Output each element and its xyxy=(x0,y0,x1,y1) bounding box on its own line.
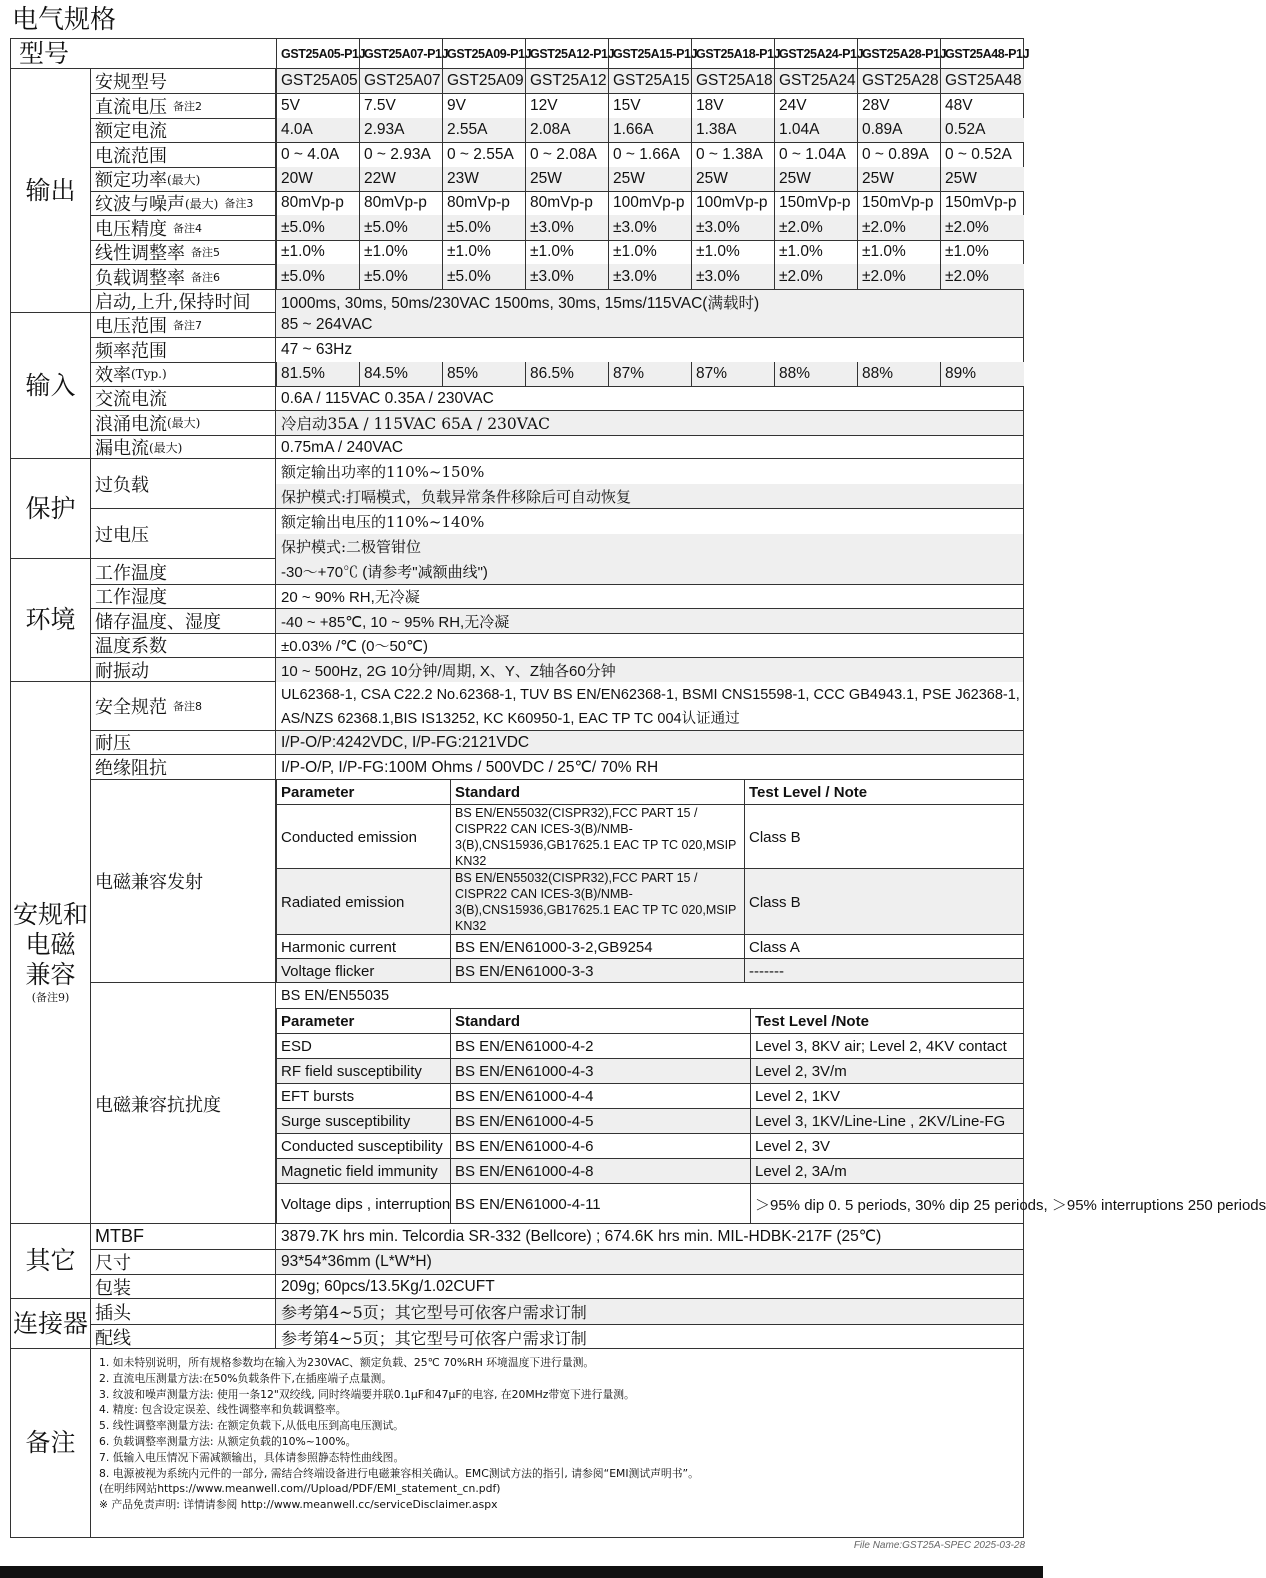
output-row-value: ±2.0% xyxy=(857,215,940,240)
output-row-label: 直流电压 备注2 xyxy=(90,93,276,118)
model-name: GST25A12-P1J xyxy=(525,39,608,69)
environment-row-label: 工作湿度 xyxy=(90,584,276,608)
safety-emc-section xyxy=(10,682,1266,1224)
emc-row xyxy=(277,804,1023,869)
environment-row-value: 10 ~ 500Hz, 2G 10分钟/周期, X、Y、Z轴各60分钟 xyxy=(276,658,1023,682)
emc-parameter: Harmonic current xyxy=(281,938,397,956)
input-row-value: 冷启动35A / 115VAC 65A / 230VAC xyxy=(276,411,1023,435)
output-row-value: ±2.0% xyxy=(940,215,1024,240)
environment-section xyxy=(10,559,1024,682)
emc-standard: BS EN/EN61000-3-3 xyxy=(450,959,744,983)
output-row-value: 150mVp-p xyxy=(774,191,857,215)
emc-parameter: RF field susceptibility xyxy=(281,1063,422,1080)
output-row-value: 5V xyxy=(276,93,359,118)
protection-category: 保护 xyxy=(11,459,91,558)
efficiency-value: 84.5% xyxy=(359,362,442,386)
emc-emission-label: 电磁兼容发射 xyxy=(90,780,276,982)
environment-row-label: 温度系数 xyxy=(90,633,276,657)
efficiency-value: 89% xyxy=(940,362,1024,386)
input-row-label: 浪涌电流 (最大) xyxy=(90,410,276,435)
plug-value: 参考第4~5页；其它型号可依客户需求订制 xyxy=(276,1299,1023,1324)
emc-parameter: Conducted emission xyxy=(281,828,417,846)
emc-header-cell: Parameter xyxy=(281,783,355,801)
emc-header-cell: Standard xyxy=(450,1009,750,1033)
emc-row xyxy=(277,958,1023,983)
output-row-value: 0 ~ 4.0A xyxy=(276,142,359,167)
output-row-value: 1.38A xyxy=(691,118,774,142)
output-row-value: 28V xyxy=(857,93,940,118)
output-row-label: 纹波与噪声 (最大) 备注3 xyxy=(90,191,276,215)
mtbf-label: MTBF xyxy=(90,1224,276,1249)
output-row-value: 0 ~ 0.52A xyxy=(940,142,1024,167)
packing-label: 包装 xyxy=(90,1274,276,1299)
input-row-label: 电压范围 备注7 xyxy=(90,313,276,337)
output-row-value: ±3.0% xyxy=(691,264,774,289)
model-name: GST25A48-P1J xyxy=(940,39,1024,69)
output-row-value: 150mVp-p xyxy=(857,191,940,215)
page-title: 电气规格 xyxy=(12,5,117,35)
output-row-value: 2.55A xyxy=(442,118,525,142)
startup-value: 1000ms, 30ms, 50ms/230VAC 1500ms, 30ms, 15ms/115VAC(满载时) xyxy=(276,290,1023,313)
isolation-label: 绝缘阻抗 xyxy=(90,754,276,779)
emc-parameter: Voltage flicker xyxy=(281,962,375,980)
emc-level: Class B xyxy=(744,869,1023,935)
output-row-value: ±3.0% xyxy=(608,264,691,289)
emc-row xyxy=(277,1083,1023,1109)
emc-parameter: Voltage dips , interruption xyxy=(281,1195,451,1213)
emc-header-cell: Test Level / Note xyxy=(744,780,1023,804)
output-row-value: ±5.0% xyxy=(359,264,442,289)
emc-immunity-top: BS EN/EN55035 xyxy=(281,988,390,1004)
input-row-label: 交流电流 xyxy=(90,386,276,410)
output-row-value: 100mVp-p xyxy=(608,191,691,215)
output-row-value: 18V xyxy=(691,93,774,118)
emc-header-cell: Test Level /Note xyxy=(750,1009,1023,1033)
output-row-value: ±5.0% xyxy=(276,215,359,240)
output-row-label: 电流范围 xyxy=(90,142,276,167)
model-label: 型号 xyxy=(19,38,70,68)
emc-parameter: Radiated emission xyxy=(281,893,405,911)
output-row-value: 1.04A xyxy=(774,118,857,142)
output-row-value: 80mVp-p xyxy=(276,191,359,215)
overload-label: 过负载 xyxy=(90,459,276,509)
output-row-value: 2.08A xyxy=(525,118,608,142)
emc-row xyxy=(277,1108,1023,1134)
output-row-value: 0 ~ 2.08A xyxy=(525,142,608,167)
environment-category: 环境 xyxy=(11,559,91,681)
emc-row xyxy=(277,1158,1023,1184)
output-row-value: 1.66A xyxy=(608,118,691,142)
emc-standard: BS EN/EN61000-4-8 xyxy=(450,1159,750,1184)
output-row-value: GST25A09 xyxy=(442,69,525,93)
output-row-value: 0 ~ 1.04A xyxy=(774,142,857,167)
emc-level: Level 3, 8KV air; Level 2, 4KV contact xyxy=(750,1034,1023,1059)
model-name: GST25A28-P1J xyxy=(857,39,940,69)
output-row-value: 20W xyxy=(276,167,359,191)
output-row-value: ±1.0% xyxy=(276,240,359,264)
output-row-value: 0 ~ 0.89A xyxy=(857,142,940,167)
output-row-value: ±5.0% xyxy=(276,264,359,289)
connector-section xyxy=(10,1299,1024,1349)
environment-row-label: 耐振动 xyxy=(90,657,276,682)
output-row-value: ±1.0% xyxy=(525,240,608,264)
output-row-value: 80mVp-p xyxy=(442,191,525,215)
wire-value: 参考第4~5页；其它型号可依客户需求订制 xyxy=(281,1328,587,1348)
overload-line2: 保护模式:打嗝模式，负载异常条件移除后可自动恢复 xyxy=(276,484,1023,509)
input-row-label: 漏电流 (最大) xyxy=(90,435,276,459)
model-name: GST25A15-P1J xyxy=(608,39,691,69)
note-line: 2. 直流电压测量方法:在50%负载条件下,在插座端子点量测。 xyxy=(99,1371,393,1385)
emc-level: Level 2, 3V/m xyxy=(750,1059,1023,1084)
efficiency-value: 87% xyxy=(608,362,691,386)
emc-parameter: Surge susceptibility xyxy=(281,1113,411,1130)
output-row-value: 100mVp-p xyxy=(691,191,774,215)
output-row-value: 80mVp-p xyxy=(359,191,442,215)
output-row-value: 0 ~ 2.93A xyxy=(359,142,442,167)
output-row-value: 12V xyxy=(525,93,608,118)
output-row-value: 4.0A xyxy=(276,118,359,142)
efficiency-value: 86.5% xyxy=(525,362,608,386)
output-row-value: 48V xyxy=(940,93,1024,118)
model-name: GST25A09-P1J xyxy=(442,39,525,69)
efficiency-value: 88% xyxy=(774,362,857,386)
safety-standard-line1: UL62368-1, CSA C22.2 No.62368-1, TUV BS EN/EN62368-1, BSMI CNS15598-1, CCC GB4943.1, PSE J62368-1, xyxy=(281,687,1020,703)
output-row-value: GST25A07 xyxy=(359,69,442,93)
emc-header-cell: Standard xyxy=(450,780,744,804)
output-row-value: 15V xyxy=(608,93,691,118)
emc-immunity-label: 电磁兼容抗扰度 xyxy=(90,983,276,1224)
note-line: (在明纬网站https://www.meanwell.com//Upload/PDF/EMI_statement_cn.pdf) xyxy=(99,1482,501,1496)
output-row-value: ±5.0% xyxy=(442,264,525,289)
model-header-row xyxy=(10,38,1030,69)
emc-row xyxy=(277,868,1023,935)
output-row-value: ±3.0% xyxy=(608,215,691,240)
output-row-value: ±2.0% xyxy=(940,264,1024,289)
model-name: GST25A05-P1J xyxy=(276,39,359,69)
output-row-value: ±1.0% xyxy=(774,240,857,264)
output-section xyxy=(10,69,1024,313)
output-row-label: 额定功率 (最大) xyxy=(90,167,276,191)
output-row-value: ±1.0% xyxy=(442,240,525,264)
emc-level: Level 2, 1KV xyxy=(750,1084,1023,1109)
note-line: ※ 产品免责声明: 详情请参阅 http://www.meanwell.cc/serviceDisclaimer.aspx xyxy=(99,1498,498,1512)
withstand-value: I/P-O/P:4242VDC, I/P-FG:2121VDC xyxy=(276,731,1023,754)
output-row-value: ±3.0% xyxy=(691,215,774,240)
emc-emission-table xyxy=(276,779,1024,982)
bottom-bar xyxy=(0,1566,1043,1578)
others-category: 其它 xyxy=(11,1224,91,1298)
input-category: 输入 xyxy=(11,313,91,458)
output-row-value: GST25A05 xyxy=(276,69,359,93)
emc-immunity-table xyxy=(276,1008,1266,1224)
input-row-value: 47 ~ 63Hz xyxy=(281,341,353,358)
output-row-value: ±1.0% xyxy=(857,240,940,264)
packing-value: 209g; 60pcs/13.5Kg/1.02CUFT xyxy=(281,1278,495,1295)
emc-parameter: ESD xyxy=(281,1038,312,1055)
output-row-label: 线性调整率 备注5 xyxy=(90,240,276,264)
wire-label: 配线 xyxy=(90,1324,276,1349)
emc-level: Level 2, 3A/m xyxy=(750,1159,1023,1184)
input-row-value: 85 ~ 264VAC xyxy=(276,313,1023,337)
protection-section xyxy=(10,459,1024,559)
output-category: 输出 xyxy=(11,69,91,312)
note-line: 7. 低输入电压情况下需减额输出，具体请参照静态特性曲线图。 xyxy=(99,1450,405,1464)
emc-parameter: Magnetic field immunity xyxy=(281,1163,438,1180)
note-line: 3. 纹波和噪声测量方法: 使用一条12"双绞线, 同时终端要并联0.1μF和47μF的电容, 在20MHz带宽下进行量测。 xyxy=(99,1387,635,1401)
emc-level: Level 2, 3V xyxy=(750,1134,1023,1159)
output-row-value: 2.93A xyxy=(359,118,442,142)
emc-header-row xyxy=(277,1009,1023,1033)
overload-line1: 额定输出功率的110%~150% xyxy=(281,463,485,481)
output-row-value: 0 ~ 2.55A xyxy=(442,142,525,167)
output-row-value: 0.89A xyxy=(857,118,940,142)
emc-standard: BS EN/EN55032(CISPR32),FCC PART 15 / CISPR22 CAN ICES-3(B)/NMB-3(B),CNS15936,GB17625.1 EAC TP TC 020,MSIP KN32 xyxy=(450,805,744,869)
note-line: 5. 线性调整率测量方法: 在额定负载下,从低电压到高电压测试。 xyxy=(99,1419,404,1433)
output-row-value: GST25A12 xyxy=(525,69,608,93)
output-row-value: 0 ~ 1.66A xyxy=(608,142,691,167)
emc-row xyxy=(277,1033,1023,1059)
output-row-value: ±2.0% xyxy=(857,264,940,289)
emc-parameter: Conducted susceptibility xyxy=(281,1138,443,1155)
emc-parameter: EFT bursts xyxy=(281,1088,355,1105)
output-row-value: ±5.0% xyxy=(359,215,442,240)
input-row-label: 频率范围 xyxy=(90,337,276,362)
output-row-value: ±1.0% xyxy=(608,240,691,264)
output-row-value: GST25A48 xyxy=(940,69,1024,93)
output-row-value: 22W xyxy=(359,167,442,191)
output-row-value: ±1.0% xyxy=(940,240,1024,264)
emc-row xyxy=(277,1183,1266,1224)
notes-section xyxy=(10,1349,1024,1538)
input-row-value: 0.75mA / 240VAC xyxy=(281,438,404,456)
emc-standard: BS EN/EN61000-4-4 xyxy=(450,1084,750,1109)
overvoltage-label: 过电压 xyxy=(90,509,276,559)
notes-list xyxy=(99,1355,699,1513)
output-row-label: 额定电流 xyxy=(90,118,276,142)
note-line: 8. 电源被视为系统内元件的一部分, 需结合终端设备进行电磁兼容相关确认。EMC测试方法的指引, 请参阅“EMI测试声明书”。 xyxy=(99,1466,699,1480)
efficiency-value: 81.5% xyxy=(276,362,359,386)
efficiency-value: 85% xyxy=(442,362,525,386)
withstand-label: 耐压 xyxy=(90,730,276,754)
mtbf-value: 3879.7K hrs min. Telcordia SR-332 (Bellcore) ; 674.6K hrs min. MIL-HDBK-217F (25℃) xyxy=(281,1228,882,1245)
output-row-value: 25W xyxy=(774,167,857,191)
safety-standard-label: 安全规范 备注8 xyxy=(90,682,276,730)
input-row-value: 0.6A / 115VAC 0.35A / 230VAC xyxy=(281,389,494,407)
note-line: 6. 负载调整率测量方法: 从额定负载的10%~100%。 xyxy=(99,1434,357,1448)
emc-level: ------- xyxy=(744,959,1023,983)
output-row-value: ±1.0% xyxy=(359,240,442,264)
output-row-value: GST25A28 xyxy=(857,69,940,93)
output-row-value: 24V xyxy=(774,93,857,118)
output-row-value: 150mVp-p xyxy=(940,191,1024,215)
note-line: 1. 如未特别说明，所有规格参数均在输入为230VAC、额定负载、25℃ 70%RH 环境温度下进行量测。 xyxy=(99,1356,595,1369)
overvoltage-line1: 额定输出电压的110%~140% xyxy=(281,513,485,531)
input-row-label: 效率 (Typ.) xyxy=(90,362,276,386)
emc-row xyxy=(277,1133,1023,1159)
safety-standard-line2: AS/NZS 62368.1,BIS IS13252, KC K60950-1, EAC TP TC 004认证通过 xyxy=(281,710,740,727)
plug-label: 插头 xyxy=(90,1299,276,1324)
model-name: GST25A07-P1J xyxy=(359,39,442,69)
size-label: 尺寸 xyxy=(90,1249,276,1274)
emc-row xyxy=(277,1058,1023,1084)
emc-standard: BS EN/EN61000-4-11 xyxy=(450,1184,750,1224)
output-row-value: 25W xyxy=(857,167,940,191)
output-row-value: GST25A18 xyxy=(691,69,774,93)
output-row-value: 25W xyxy=(608,167,691,191)
overvoltage-line2: 保护模式:二极管钳位 xyxy=(276,534,1023,559)
output-row-value: ±3.0% xyxy=(525,215,608,240)
connector-category: 连接器 xyxy=(11,1299,91,1348)
emc-standard: BS EN/EN61000-3-2,GB9254 xyxy=(450,935,744,959)
output-row-value: ±1.0% xyxy=(691,240,774,264)
emc-level: Class B xyxy=(744,805,1023,869)
output-row-value: 9V xyxy=(442,93,525,118)
output-row-value: ±2.0% xyxy=(774,215,857,240)
emc-header-row xyxy=(277,780,1023,804)
emc-header-cell: Parameter xyxy=(281,1012,355,1030)
output-row-value: GST25A15 xyxy=(608,69,691,93)
emc-level: Level 3, 1KV/Line-Line , 2KV/Line-FG xyxy=(750,1109,1023,1134)
output-row-label: 电压精度 备注4 xyxy=(90,215,276,240)
note-line: 4. 精度: 包含设定误差、线性调整率和负载调整率。 xyxy=(99,1403,347,1417)
environment-row-value: ±0.03% /℃ (0～50℃) xyxy=(281,638,428,655)
environment-row-label: 工作温度 xyxy=(90,559,276,584)
environment-row-value: 20 ~ 90% RH,无冷凝 xyxy=(281,589,420,606)
emc-level: Class A xyxy=(744,935,1023,959)
emc-standard: BS EN/EN61000-4-2 xyxy=(450,1034,750,1059)
efficiency-value: 87% xyxy=(691,362,774,386)
output-row-value: 80mVp-p xyxy=(525,191,608,215)
environment-row-value: -30～+70℃ (请参考"减额曲线") xyxy=(276,559,1023,584)
output-row-value: 0 ~ 1.38A xyxy=(691,142,774,167)
output-row-value: 7.5V xyxy=(359,93,442,118)
output-row-value: GST25A24 xyxy=(774,69,857,93)
output-row-value: 25W xyxy=(940,167,1024,191)
model-name: GST25A24-P1J xyxy=(774,39,857,69)
others-section xyxy=(10,1224,1024,1299)
size-value: 93*54*36mm (L*W*H) xyxy=(276,1250,1023,1274)
emc-row xyxy=(277,934,1023,959)
output-row-value: 25W xyxy=(525,167,608,191)
output-row-value: 25W xyxy=(691,167,774,191)
environment-row-value: -40 ~ +85℃, 10 ~ 95% RH,无冷凝 xyxy=(276,609,1023,633)
output-row-value: 0.52A xyxy=(940,118,1024,142)
input-section xyxy=(10,313,1024,459)
emc-level: ＞95% dip 0. 5 periods, 30% dip 25 periods, ＞95% interruptions 250 periods xyxy=(750,1184,1023,1224)
emc-standard: BS EN/EN61000-4-3 xyxy=(450,1059,750,1084)
emc-standard: BS EN/EN61000-4-6 xyxy=(450,1134,750,1159)
environment-row-label: 储存温度、湿度 xyxy=(90,608,276,633)
emc-standard: BS EN/EN55032(CISPR32),FCC PART 15 / CISPR22 CAN ICES-3(B)/NMB-3(B),CNS15936,GB17625.1 EAC TP TC 020,MSIP KN32 xyxy=(450,869,744,935)
notes-category: 备注 xyxy=(11,1349,91,1537)
output-row-value: 23W xyxy=(442,167,525,191)
efficiency-value: 88% xyxy=(857,362,940,386)
output-row-value: ±3.0% xyxy=(525,264,608,289)
startup-label: 启动,上升,保持时间 xyxy=(90,289,276,313)
output-row-label: 安规型号 xyxy=(90,69,276,93)
emc-standard: BS EN/EN61000-4-5 xyxy=(450,1109,750,1134)
output-row-label: 负载调整率 备注6 xyxy=(90,264,276,289)
footer-filename: File Name:GST25A-SPEC 2025-03-28 xyxy=(853,1540,1025,1551)
safety-emc-category: 安规和 电磁 兼容 (备注9) xyxy=(11,682,91,1223)
isolation-value: I/P-O/P, I/P-FG:100M Ohms / 500VDC / 25℃/ 70% RH xyxy=(281,758,659,776)
model-name: GST25A18-P1J xyxy=(691,39,774,69)
output-row-value: ±5.0% xyxy=(442,215,525,240)
output-row-value: ±2.0% xyxy=(774,264,857,289)
